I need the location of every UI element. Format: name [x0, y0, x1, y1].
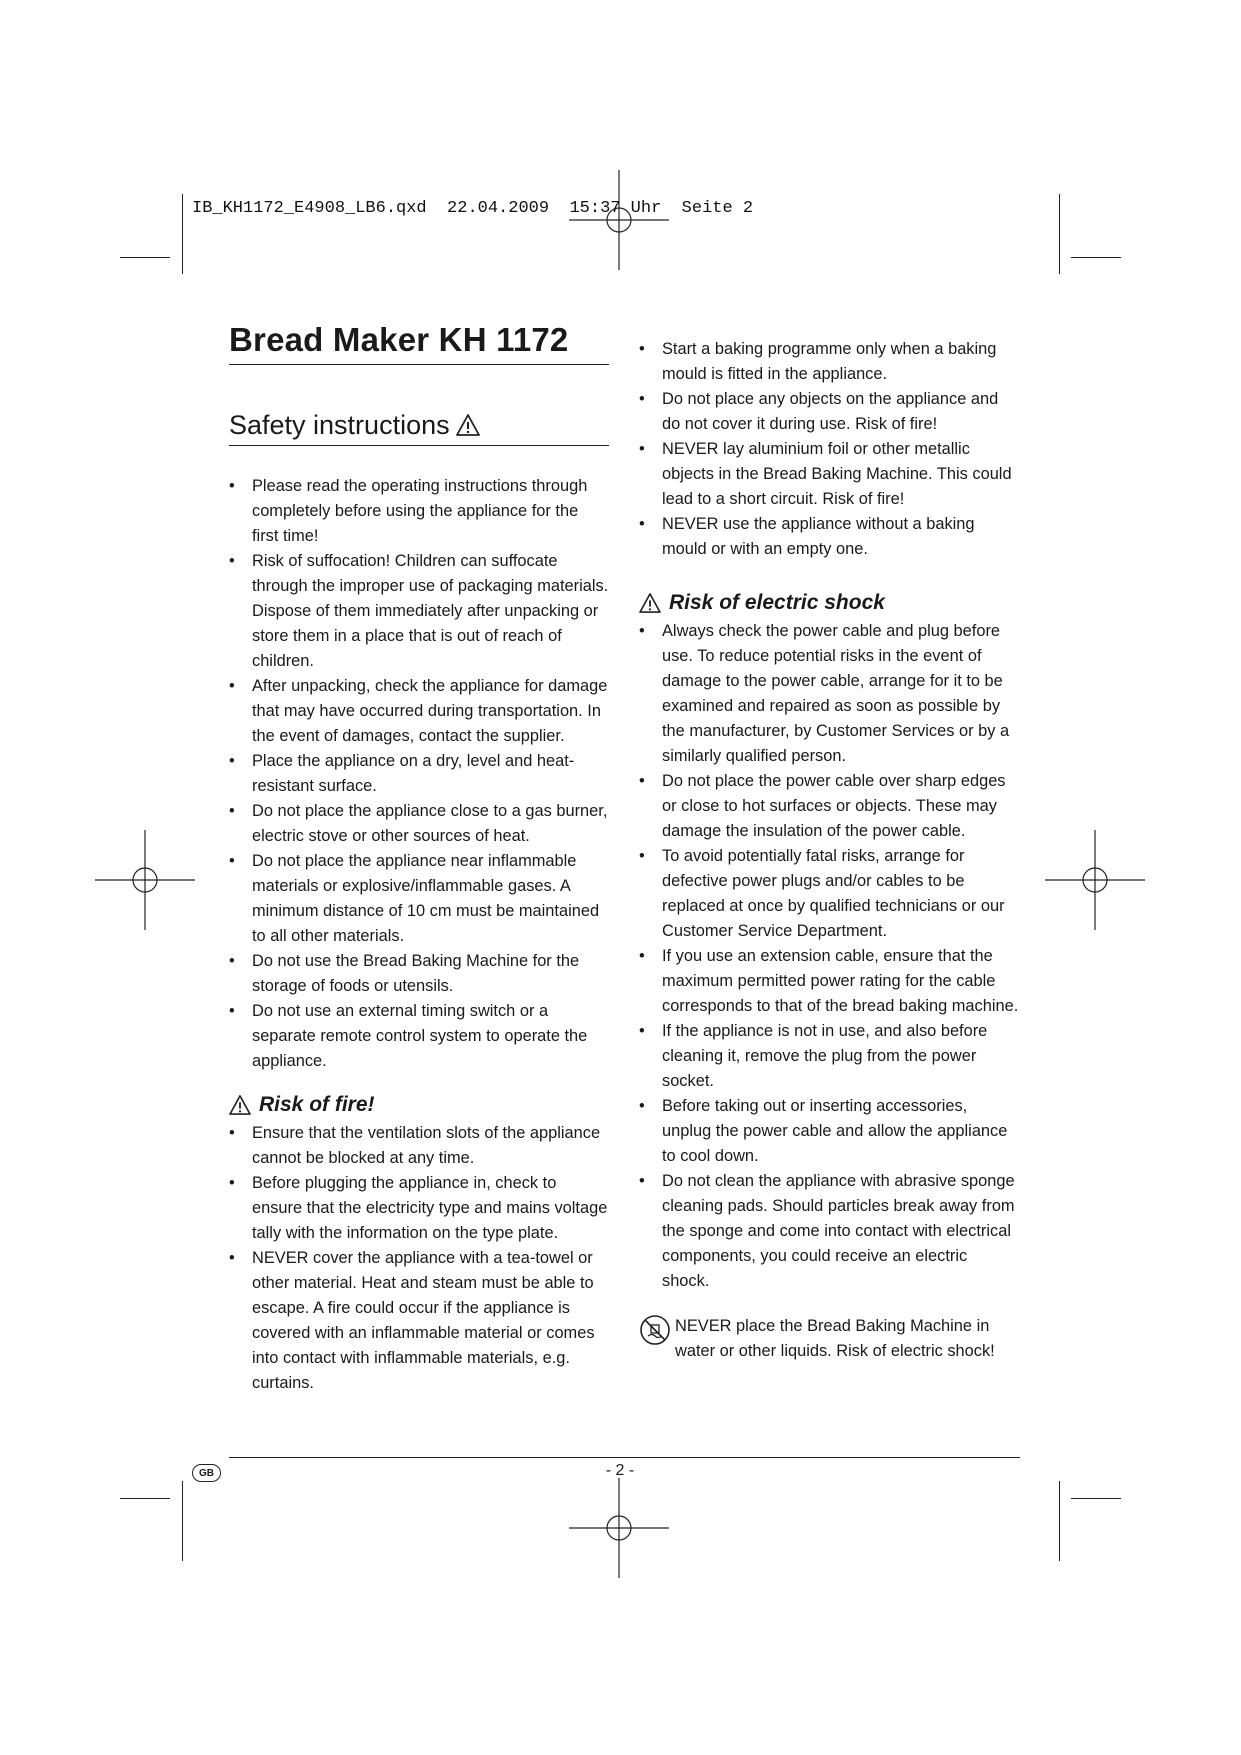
list-item: • Do not place the appliance close to a gas burner, electric stove or other sources of heat.: [229, 799, 609, 849]
crop-mark: [120, 1498, 170, 1499]
left-column: [229, 320, 609, 1396]
list-item: • If you use an extension cable, ensure that the maximum permitted power rating for the cable corresponds to that of the bread baking machine.: [639, 944, 1019, 1019]
crop-mark: [1071, 1498, 1121, 1499]
crop-mark: [120, 257, 170, 258]
shock-heading: [639, 590, 1019, 615]
fire-heading-label: Risk of fire!: [259, 1092, 375, 1116]
crop-mark: [1059, 1481, 1060, 1561]
water-warning-text: NEVER place the Bread Baking Machine in water or other liquids. Risk of electric shock!: [675, 1317, 995, 1361]
safety-heading-label: Safety instructions: [229, 409, 450, 440]
list-item: • Do not use an external timing switch or a separate remote control system to operate the appliance.: [229, 999, 609, 1074]
water-warning: [639, 1314, 1019, 1364]
list-item: • Before plugging the appliance in, check to ensure that the electricity type and mains voltage tally with the information on the type plate.: [229, 1171, 609, 1246]
list-item: • Do not place the power cable over sharp edges or close to hot surfaces or objects. These may damage the insulation of the power cable.: [639, 769, 1019, 844]
crop-mark: [1071, 257, 1121, 258]
list-item: • NEVER lay aluminium foil or other metallic objects in the Bread Baking Machine. This could lead to a short circuit. Risk of fire!: [639, 437, 1019, 512]
country-badge: GB: [192, 1464, 221, 1482]
fire-list: [229, 1121, 609, 1396]
print-slug: IB_KH1172_E4908_LB6.qxd 22.04.2009 15:37 Uhr Seite 2: [192, 199, 754, 218]
registration-mark-left: [95, 830, 195, 930]
right-safety-list: [639, 337, 1019, 562]
registration-mark-top: [569, 170, 669, 270]
list-item: • Risk of suffocation! Children can suffocate through the improper use of packaging materials. Dispose of them immediately after unpacking or store them in a place that is out of reach of children.: [229, 549, 609, 674]
safety-heading: [229, 409, 609, 446]
list-item: • If the appliance is not in use, and also before cleaning it, remove the plug from the power socket.: [639, 1019, 1019, 1094]
no-immersion-icon: [639, 1314, 671, 1346]
list-item: • NEVER cover the appliance with a tea-towel or other material. Heat and steam must be able to escape. A fire could occur if the appliance is covered with an inflammable material or comes into contact with inflammable materials, e.g. curtains.: [229, 1246, 609, 1396]
right-column: [639, 337, 1019, 1364]
list-item: • Do not clean the appliance with abrasive sponge cleaning pads. Should particles break away from the sponge and come into contact with electrical components, you could receive an electric shock.: [639, 1169, 1019, 1294]
warning-triangle-icon: [456, 414, 480, 436]
crop-mark: [182, 1481, 183, 1561]
safety-list: [229, 474, 609, 1074]
page-title: Bread Maker KH 1172: [229, 320, 609, 365]
registration-mark-right: [1045, 830, 1145, 930]
registration-mark-bottom: [569, 1478, 669, 1578]
page-number: - 2 -: [605, 1462, 635, 1479]
list-item: • Always check the power cable and plug before use. To reduce potential risks in the event of damage to the power cable, arrange for it to be examined and repaired as soon as possible by the manufacturer, by Customer Services or by a similarly qualified person.: [639, 619, 1019, 769]
shock-heading-label: Risk of electric shock: [669, 591, 885, 614]
list-item: • Ensure that the ventilation slots of the appliance cannot be blocked at any time.: [229, 1121, 609, 1171]
list-item: • Start a baking programme only when a baking mould is fitted in the appliance.: [639, 337, 1019, 387]
warning-triangle-icon: [639, 593, 661, 613]
list-item: • Before taking out or inserting accessories, unplug the power cable and allow the appliance to cool down.: [639, 1094, 1019, 1169]
crop-mark: [182, 194, 183, 274]
list-item: • NEVER use the appliance without a baking mould or with an empty one.: [639, 512, 1019, 562]
fire-heading: [229, 1092, 609, 1117]
list-item: • Do not place any objects on the appliance and do not cover it during use. Risk of fire!: [639, 387, 1019, 437]
list-item: • Place the appliance on a dry, level and heat-resistant surface.: [229, 749, 609, 799]
warning-triangle-icon: [229, 1095, 251, 1115]
list-item: • Do not place the appliance near inflammable materials or explosive/inflammable gases. A minimum distance of 10 cm must be maintained to all other materials.: [229, 849, 609, 949]
footer-rule: [229, 1457, 1020, 1458]
list-item: • To avoid potentially fatal risks, arrange for defective power plugs and/or cables to be replaced at once by qualified technicians or our Customer Service Department.: [639, 844, 1019, 944]
list-item: • Do not use the Bread Baking Machine for the storage of foods or utensils.: [229, 949, 609, 999]
list-item: • Please read the operating instructions through completely before using the appliance for the first time!: [229, 474, 609, 549]
crop-mark: [1059, 194, 1060, 274]
list-item: • After unpacking, check the appliance for damage that may have occurred during transportation. In the event of damages, contact the supplier.: [229, 674, 609, 749]
shock-list: [639, 619, 1019, 1294]
